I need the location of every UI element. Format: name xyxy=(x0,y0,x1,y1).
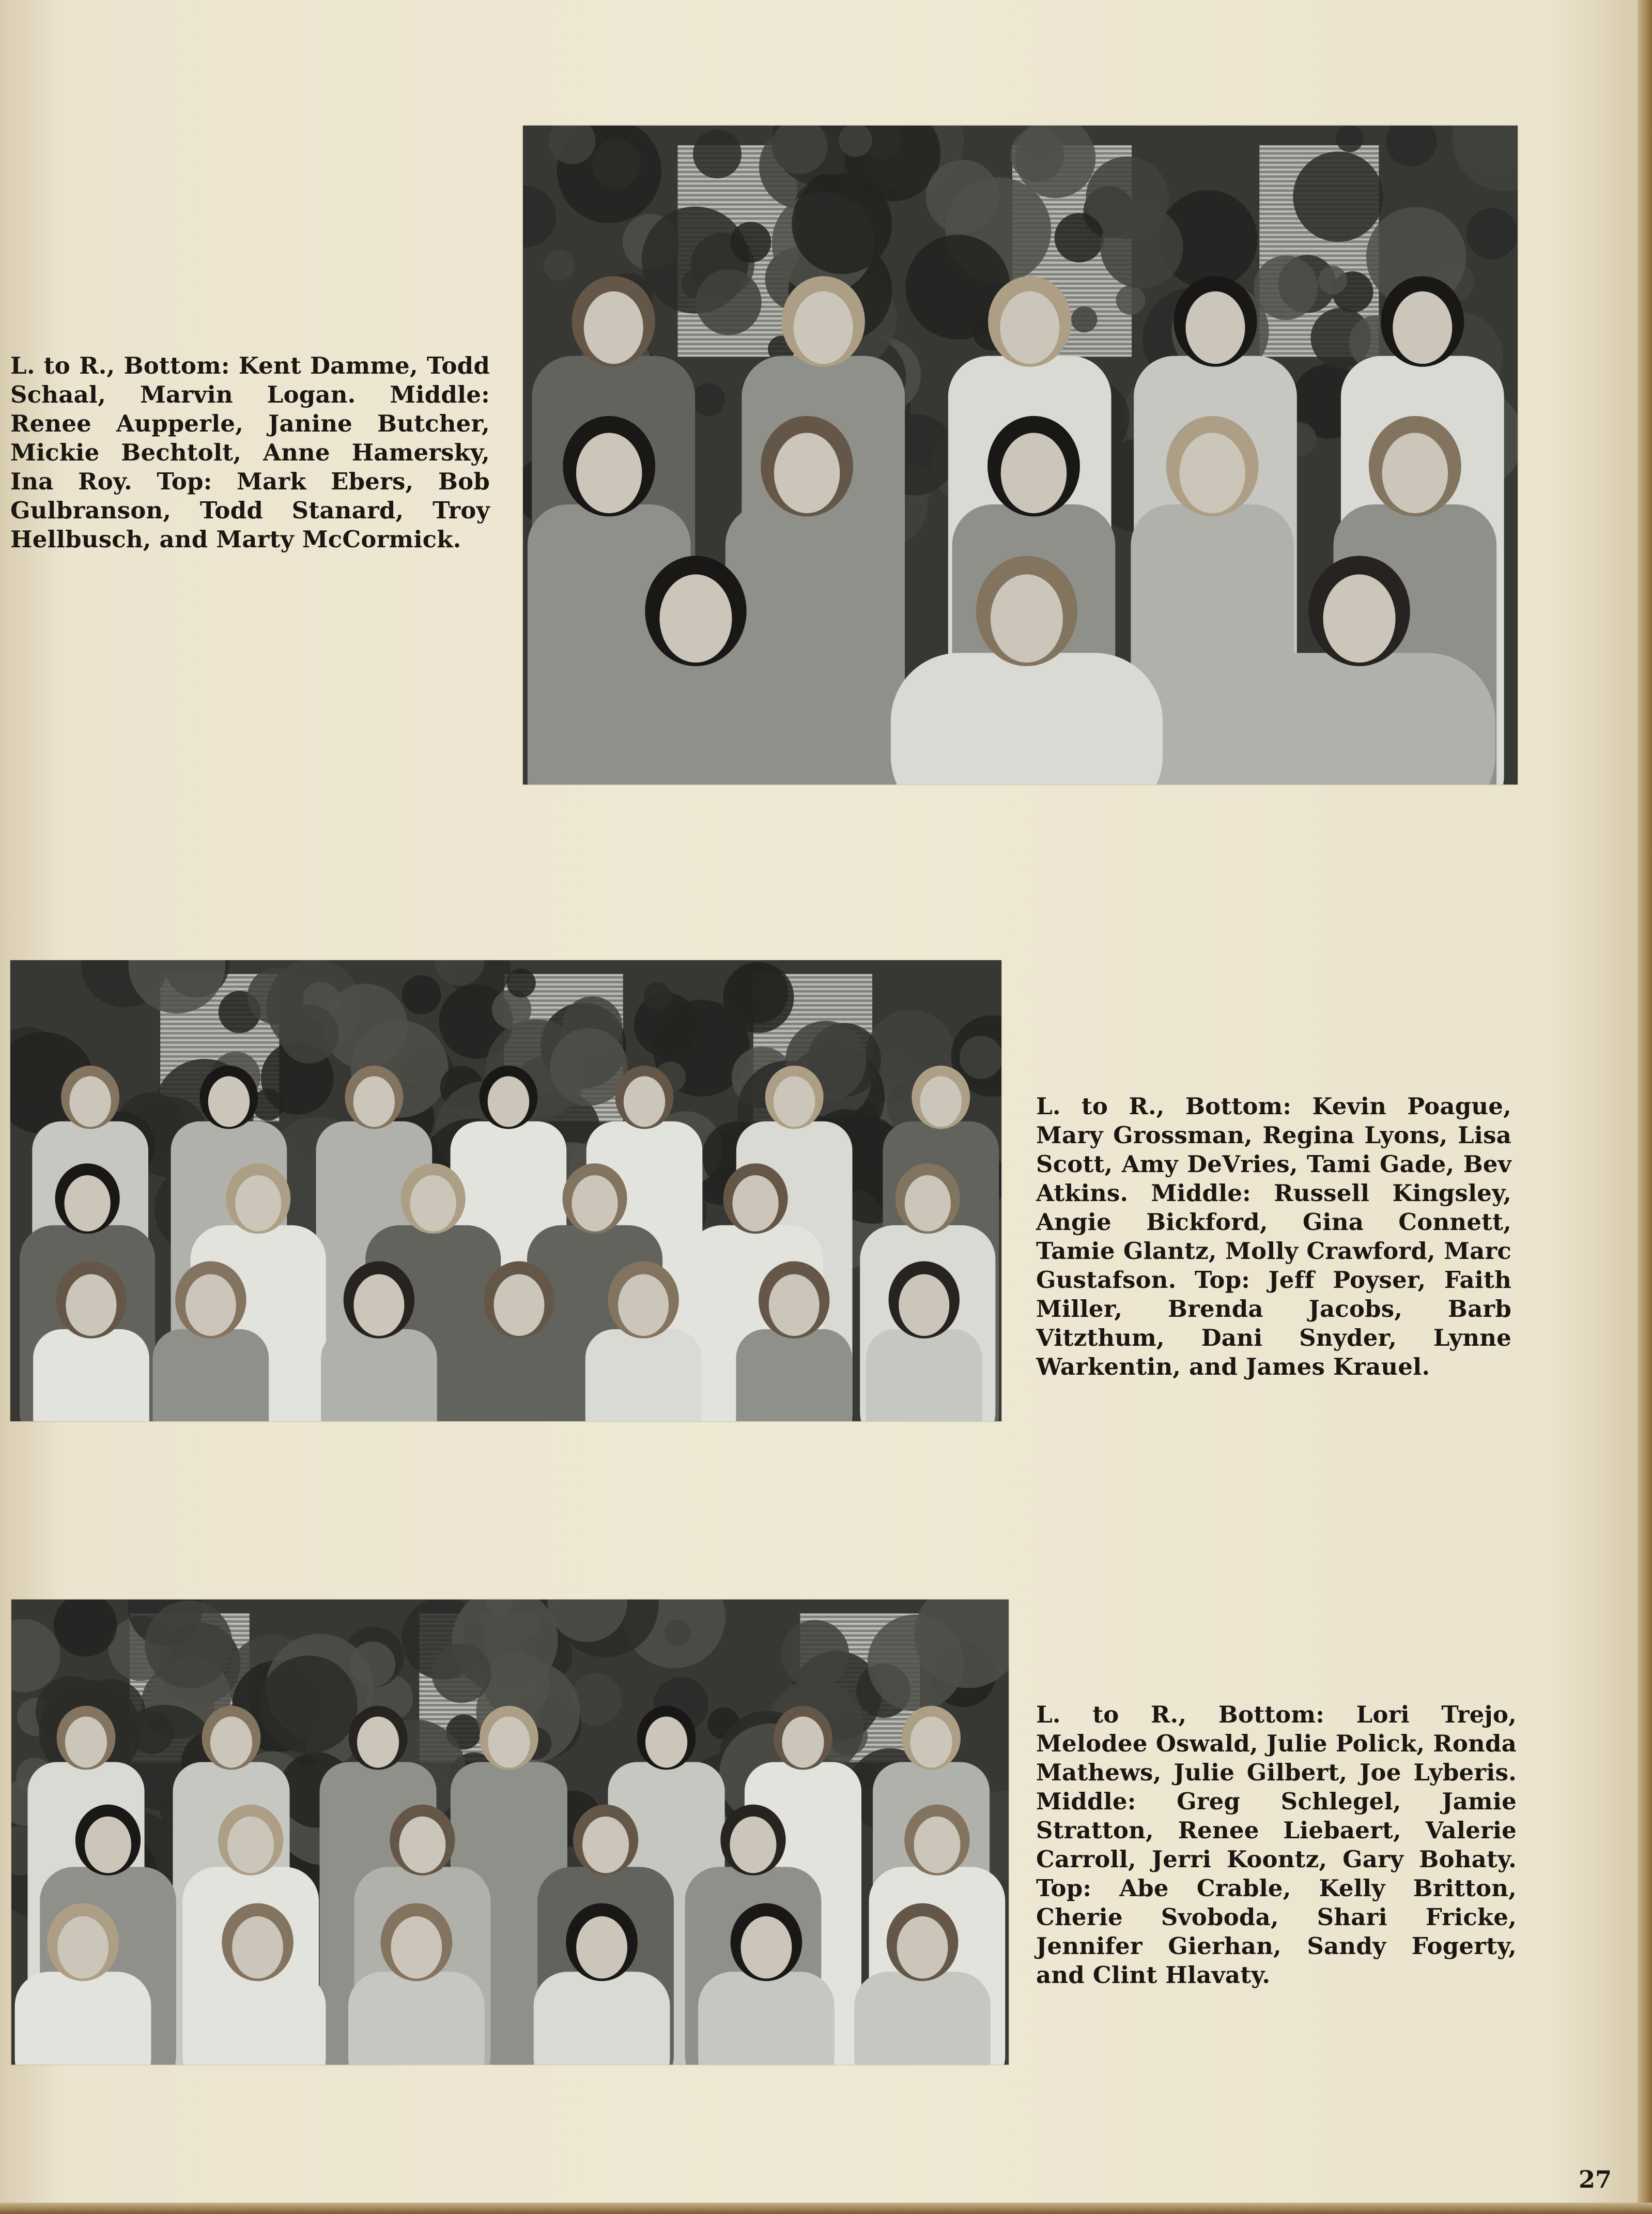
photo-1-caption: L. to R., Bottom: Kent Damme, Todd Schaal, Marvin Logan. Middle: Renee Aupperle, Janine Butcher, Mickie Bechtolt, Anne Hamersky, Ina Roy. Top: Mark Ebers, Bob Gulbranson, Todd Stanard, Troy Hellbusch, and Marty McCormick. xyxy=(10,352,490,553)
class-photo-3 xyxy=(11,1600,1009,2065)
page-number: 27 xyxy=(1578,2165,1612,2193)
page-edge-bottom xyxy=(0,2203,1652,2214)
group-photo-image xyxy=(10,960,1001,1421)
group-photo-image xyxy=(11,1600,1009,2065)
class-photo-2 xyxy=(10,960,1001,1421)
group-photo-image xyxy=(523,126,1518,785)
page-edge-right xyxy=(1638,0,1652,2214)
class-photo-1 xyxy=(523,126,1518,785)
photo-2-caption: L. to R., Bottom: Kevin Poague, Mary Grossman, Regina Lyons, Lisa Scott, Amy DeVries, Tami Gade, Bev Atkins. Middle: Russell Kingsley, Angie Bickford, Gina Connett, Tamie Glantz, Molly Crawford, Marc Gustafson. Top: Jeff Poyser, Faith Miller, Brenda Jacobs, Barb Vitzthum, Dani Snyder, Lynne Warkentin, and James Krauel. xyxy=(1036,1093,1511,1380)
photo-3-caption: L. to R., Bottom: Lori Trejo, Melodee Oswald, Julie Polick, Ronda Mathews, Julie Gilbert, Joe Lyberis. Middle: Greg Schlegel, Jamie Stratton, Renee Liebaert, Valerie Carroll, Jerri Koontz, Gary Bohaty. Top: Abe Crable, Kelly Britton, Cherie Svoboda, Shari Fricke, Jennifer Gierhan, Sandy Fogerty, and Clint Hlavaty. xyxy=(1036,1701,1517,1989)
